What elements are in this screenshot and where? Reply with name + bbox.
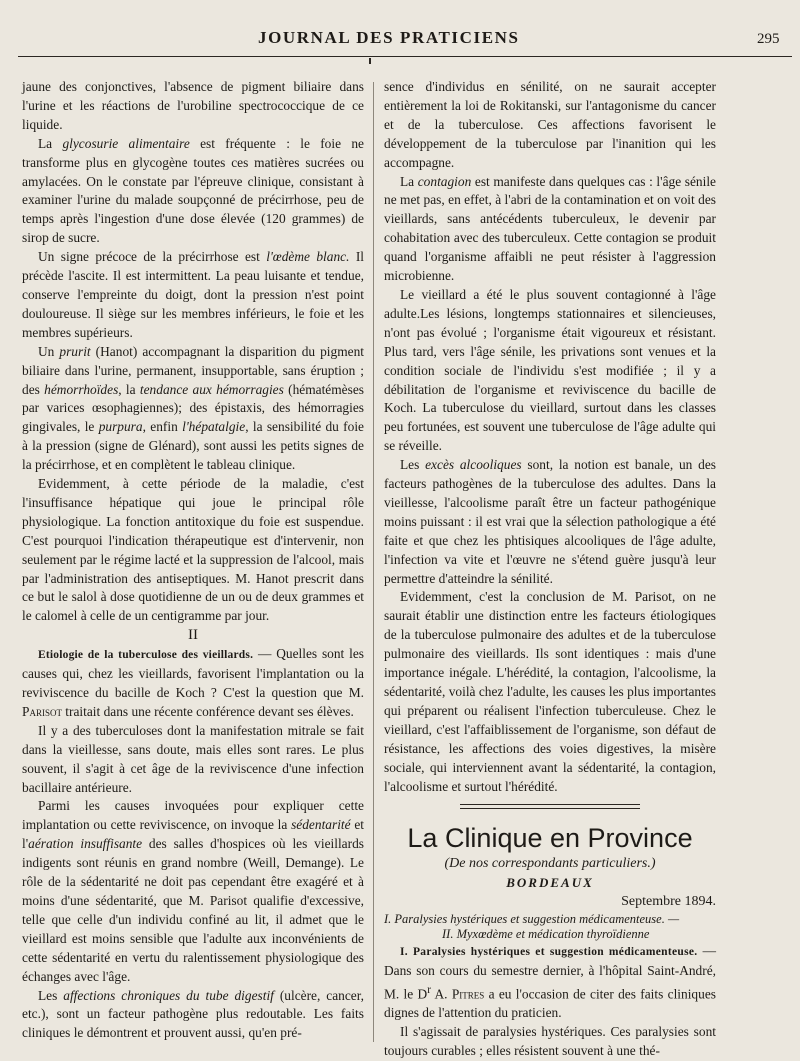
paragraph: I. Paralysies hystériques et suggestion médicamenteuse. — Dans son cours du semestre dernier, à l'hôpital Saint-André, M. le $D^r$ A. Pitres a eu l'occasion de citer des faits cliniques dignes de l'attention du praticien. bbox=[384, 943, 716, 1021]
section-number: II bbox=[188, 627, 198, 644]
subjects-list bbox=[384, 912, 716, 942]
paragraph: Evidemment, c'est la conclusion de M. Parisot, on ne saurait établir une distinction entre les facteurs étiologiques de la tuberculose pulmonaire des adultes et de la tuberculose pulmonaire des vieillards. Ils sont identiques : mais d'une importance inégale. L'hérédité, la contagion, l'alcoolisme, la sédentarité, voilà chez l'adulte, les causes les plus importantes qui préparent ou réalisent l'infection tuberculeuse. Chez le vieillard, c'est l'affaiblissement de l'organisme, son défaut de résistance, les affections des voies digestives, la misère sociale, qui interviennent avant la sédentarité, la contagion, l'alcoolisme et surtout l'hérédité. bbox=[384, 589, 716, 794]
paragraph: Parmi les causes invoquées pour expliquer cette implantation ou cette reviviscence, on invoque la sédentarité et l'aération insuffisante des salles d'hospices où les vieillards indigents sont réunis en grand nombre (Weill, Demange). Le rôle de la sédentarité ne doit pas cependant être exagéré et à moins d'une sédentarité, que M. Parisot qualifie d'excessive, telle que celle d'un individu confiné au lit, il admet que le vieillard est moins sensible que l'adulte aux inconvénients de cette sédentarité en vertu du ralentissement physiologique des échanges avec l'âge. bbox=[22, 798, 364, 984]
paragraph: La contagion est manifeste dans quelques cas : l'âge sénile ne met pas, en effet, à l'abri de la contamination et on voit des vieillards, sans antécédents tuberculeux, le devenir par cohabitation avec des tuberculeux. Cette contagion se produit quand l'organisme affaibli ne peut résister à l'aggression microbienne. bbox=[384, 173, 716, 284]
paragraph: Il s'agissait de paralysies hystériques. Ces paralysies sont toujours curables ; elles résistent souvent à une thé- bbox=[384, 1024, 716, 1059]
city-heading: BORDEAUX bbox=[506, 875, 594, 891]
section-subtitle: (De nos correspondants particuliers.) bbox=[444, 856, 656, 872]
right-column bbox=[384, 78, 716, 1061]
paragraph: Le vieillard a été le plus souvent contagionné à l'âge adulte.Les lésions, longtemps stationnaires et silencieuses, n'ont pas évolué ; l'organisme était vigoureux et résistant. Plus tard, vers l'âge sénile, les privations sont venues et la condition sociale de l'individu s'est modifiée ; il y a débilitation de l'organisme et reviviscence du bacille de Koch. La tuberculose du vieillard, surtout dans les classes peu fortunées, est souvent une tuberculose de l'âge adulte qui se réveille. bbox=[384, 286, 716, 454]
run-in-heading: Etiologie de la tuberculose des vieillards. bbox=[38, 649, 254, 662]
paragraph: Un signe précoce de la précirrhose est l'œdème blanc. Il précède l'ascite. Il est intermittent. La peau luisante et tendue, conserve l'empreinte du doigt, dont la pression n'est point douloureuse. Il siège sur les membres inférieurs, le foie et les membres supérieurs. bbox=[22, 249, 364, 340]
running-header bbox=[0, 28, 800, 58]
dateline: Septembre 1894. bbox=[621, 894, 716, 910]
paragraph: La glycosurie alimentaire est fréquente : le foie ne transforme plus en glycogène toutes ces matières sucrées ou amylacées. On le constate par l'épreuve clinique, consistant à examiner l'urine du malade soupçonné de précirrhose, peu de temps après l'ingestion d'une dose élevée (120 grammes) de sirop de sucre. bbox=[22, 135, 364, 246]
subject-item: II. Myxœdème et médication thyroïdienne bbox=[442, 927, 650, 942]
left-column bbox=[22, 78, 364, 1043]
section-title: La Clinique en Province bbox=[407, 823, 693, 854]
paragraph: jaune des conjonctives, l'absence de pigment biliaire dans l'urine et les réactions de l'urobiline spectrococcique de ce liquide. bbox=[22, 79, 364, 132]
page-number: 295 bbox=[757, 31, 780, 47]
fold-mark bbox=[369, 58, 371, 64]
paragraph: Il y a des tuberculoses dont la manifestation mitrale se fait dans la vieillesse, sans doute, mais elles sont rares. Le plus souvent, il s'agit à cet âge de la reviviscence d'une infection bacillaire antérieure. bbox=[22, 722, 364, 795]
paragraph: Les excès alcooliques sont, la notion est banale, un des facteurs pathogènes de la tuberculose des adultes. Dans la vieillesse, l'alcoolisme paraît être un facteur pathogénique moins puissant : il est vrai que la sélection pathologique a été faite et que chez les phtisiques alcooliques de l'âge adulte, l'infection va vite et l'œuvre ne s'étend guère jusqu'à leur permettre d'atteindre la sénilité. bbox=[384, 457, 716, 586]
paragraph: Etiologie de la tuberculose des vieillards. — Quelles sont les causes qui, chez les vieillards, favorisent l'implantation ou la reviviscence du bacille de Koch ? C'est la question que M. Parisot traitait dans une récente conférence devant ses élèves. bbox=[22, 646, 364, 719]
journal-title: JOURNAL DES PRATICIENS bbox=[258, 28, 520, 47]
run-in-heading: I. Paralysies hystériques et suggestion médicamenteuse. bbox=[400, 946, 698, 959]
paragraph: Evidemment, à cette période de la maladie, c'est l'insuffisance hépatique qui joue le principal rôle physiologique. La fonction antitoxique du foie est suspendue. C'est pourquoi l'indication thérapeutique est d'intervenir, non seulement par le régime lacté et la suppression de l'alcool, mais par l'administration des antiseptiques. M. Hanot prescrit dans ce but le salol à dose quotidienne de un ou de deux grammes et le calomel à celle de un centigramme par jour. bbox=[22, 476, 364, 624]
subject-item: I. Paralysies hystériques et suggestion médicamenteuse. — bbox=[384, 912, 680, 927]
paragraph: Un prurit (Hanot) accompagnant la disparition du pigment biliaire dans l'urine, permanent, insupportable, sans éruption ; des hémorrhoïdes, la tendance aux hémorragies (hématémèses par varices œsophagiennes); des épistaxis, des hémorragies gingivales, le purpura, enfin l'hépatalgie, la sensibilité du foie à la pression (signe de Glénard), sont aussi les petits signes de la précirrhose, et en complètent le tableau clinique. bbox=[22, 343, 364, 473]
column-separator bbox=[373, 82, 374, 1042]
section-divider bbox=[460, 804, 640, 809]
paragraph: Les affections chroniques du tube digestif (ulcère, cancer, etc.), sont un facteur pathogène plus redoutable. Les faits cliniques le démontrent et prouvent aussi, qu'en pré- bbox=[22, 987, 365, 1041]
header-rule bbox=[18, 56, 792, 57]
paragraph: sence d'individus en sénilité, on ne saurait accepter entièrement la loi de Rokitanski, sur l'antagonisme du cancer et de la tuberculose. Ces affections favorisent le développement de la tuberculose par l'inanition qui les accompagne. bbox=[384, 79, 716, 170]
